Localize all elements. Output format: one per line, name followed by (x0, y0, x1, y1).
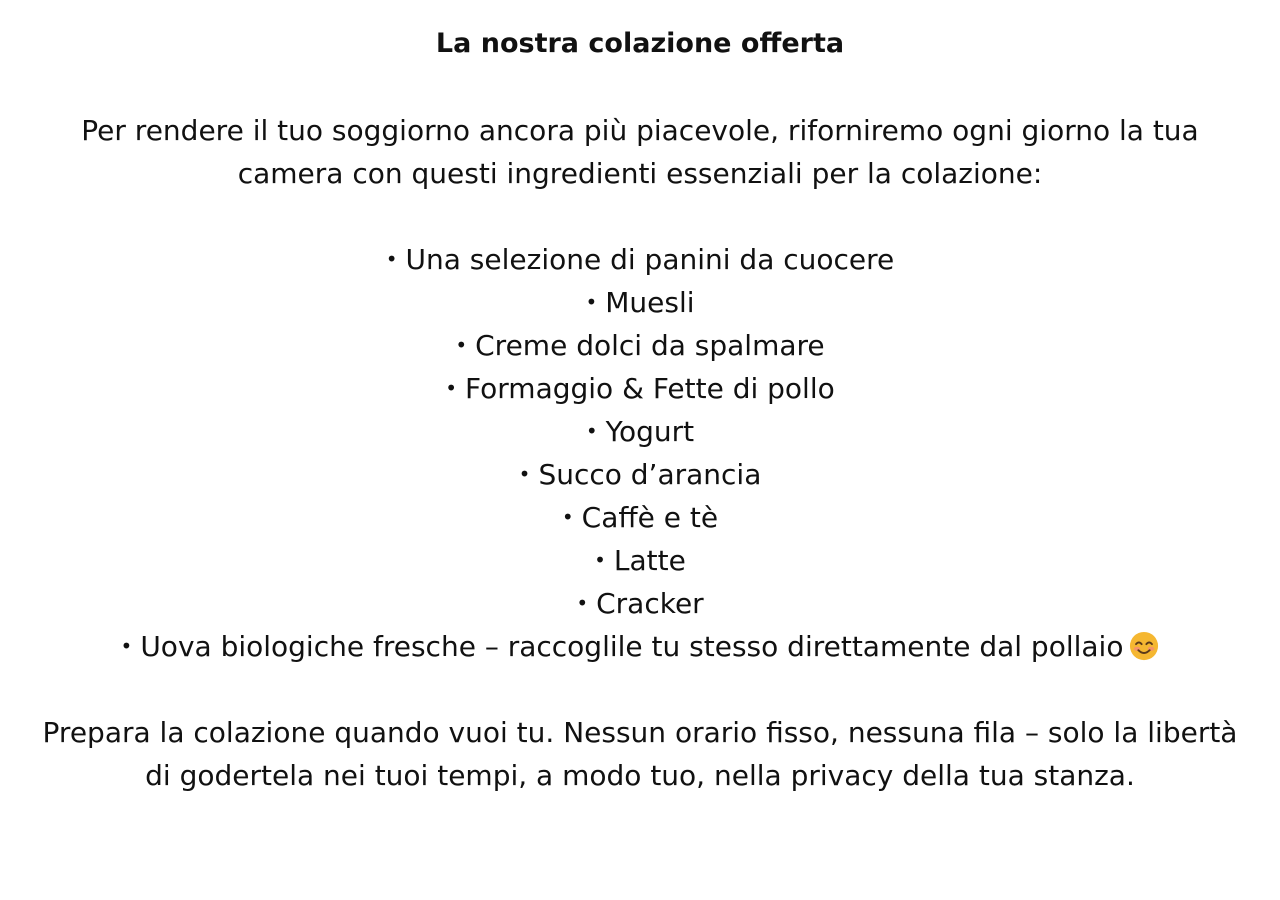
list-item-label: Formaggio & Fette di pollo (465, 372, 835, 405)
list-item-label: Latte (613, 544, 686, 577)
list-item (0, 367, 1280, 410)
list-item (0, 453, 1280, 496)
list-item (0, 496, 1280, 539)
outro-line-2: di godertela nei tuoi tempi, a modo tuo, nella privacy della tua stanza. (145, 759, 1135, 792)
bullet-icon: • (585, 290, 598, 314)
list-item (0, 539, 1280, 582)
bullet-icon: • (120, 634, 133, 658)
page-title: La nostra colazione offerta (435, 28, 845, 59)
list-item-label: Caffè e tè (581, 501, 719, 534)
list-item-label: Una selezione di panini da cuocere (405, 243, 895, 276)
list-item-label: Succo d’arancia (538, 458, 762, 491)
closing-paragraph (10, 711, 1270, 797)
list-item-label: Muesli (605, 286, 695, 319)
breakfast-items-list (0, 238, 1280, 668)
list-item-label: Creme dolci da spalmare (475, 329, 825, 362)
list-item-label: Yogurt (605, 415, 695, 448)
bullet-icon: • (455, 333, 468, 357)
bullet-icon: • (594, 548, 606, 572)
list-item (0, 238, 1280, 281)
intro-line-2: camera con questi ingredienti essenziali per la colazione: (237, 157, 1043, 190)
bullet-icon: • (585, 419, 598, 443)
bullet-icon: • (561, 505, 574, 529)
outro-line-1: Prepara la colazione quando vuoi tu. Nessun orario fisso, nessuna fila – solo la libertà (42, 716, 1238, 749)
list-item (0, 582, 1280, 625)
intro-line-1: Per rendere il tuo soggiorno ancora più piacevole, riforniremo ogni giorno la tua (81, 114, 1199, 147)
list-item (0, 281, 1280, 324)
list-item (0, 410, 1280, 453)
list-item (0, 324, 1280, 367)
bullet-icon: • (518, 462, 531, 486)
bullet-icon: • (445, 376, 458, 400)
list-item-label: Uova biologiche fresche – raccoglile tu stesso direttamente dal pollaio (140, 630, 1124, 663)
bullet-icon: • (385, 247, 398, 271)
intro-paragraph (40, 109, 1240, 195)
bullet-icon: • (576, 591, 589, 615)
smiling-face-icon (1129, 631, 1159, 661)
list-item-label: Cracker (596, 587, 704, 620)
list-item (0, 625, 1280, 668)
